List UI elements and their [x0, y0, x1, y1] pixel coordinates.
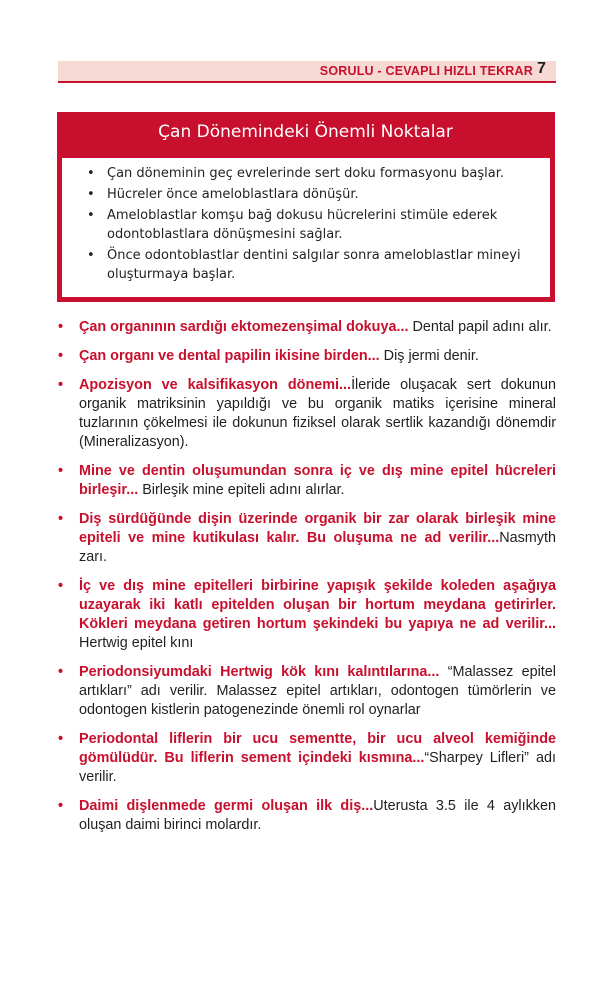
page-number: 7 [537, 60, 546, 77]
question-text: Periodonsiyumdaki Hertwig kök kını kalıntılarına... [79, 664, 440, 680]
box-list-item [87, 246, 537, 284]
bullet-icon: • [58, 348, 64, 364]
qa-item [58, 318, 556, 337]
box-item-text: Çan döneminin geç evrelerinde sert doku formasyonu başlar. [107, 166, 505, 181]
box-item-text: Önce odontoblastlar dentini salgılar sonra ameloblastlar mineyi oluşturmaya başlar. [107, 248, 521, 282]
bullet-icon: • [87, 248, 95, 263]
bullet-icon: • [58, 731, 64, 747]
qa-item [58, 376, 556, 452]
box-item-text: Ameloblastlar komşu bağ dokusu hücrelerini stimüle ederek odontoblastlara dönüşmesini sağlar. [107, 208, 498, 242]
bullet-icon: • [58, 319, 64, 335]
bullet-icon: • [87, 187, 95, 202]
box-list-item [87, 164, 537, 183]
qa-item [58, 730, 556, 787]
qa-item [58, 797, 556, 835]
box-item-text: Hücreler önce ameloblastlara dönüşür. [107, 187, 359, 202]
running-header-title: SORULU - CEVAPLI HIZLI TEKRAR [319, 64, 533, 78]
answer-text: Birleşik mine epiteli adını alırlar. [138, 482, 345, 498]
bullet-icon: • [58, 377, 64, 393]
answer-text: “Malassez epitel artıkları” adı verilir. Malassez epitel artıkları, odontogen tümörlerin ve odontogen kistlerin patogenezinde önemli rol oynarlar [79, 664, 556, 718]
qa-item [58, 510, 556, 567]
answer-text: İleride oluşacak sert dokunun organik matriksinin yapıldığı ve bu organik matiks içerisine mineral tuzlarının çökelmesi ile dokunun fiziksel olarak sertlik kazandığı dönemdir (Mineralizasyon). [79, 377, 556, 450]
box-list-item [87, 185, 537, 204]
qa-item [58, 663, 556, 720]
answer-text: Uterusta 3.5 ile 4 aylıkken oluşan daimi birinci molardır. [79, 798, 556, 833]
question-text: Daimi dişlenmede germi oluşan ilk diş... [79, 798, 374, 814]
bullet-icon: • [58, 463, 64, 479]
bullet-icon: • [87, 166, 95, 181]
question-text: Mine ve dentin oluşumundan sonra iç ve dış mine epitel hücreleri birleşir... [79, 463, 556, 498]
question-text: Periodontal liflerin bir ucu sementte, bir ucu alveol kemiğinde gömülüdür. Bu liflerin sement içindeki kısmına... [79, 731, 556, 766]
answer-text: Diş jermi denir. [379, 348, 479, 364]
bullet-icon: • [58, 578, 64, 594]
question-text: Çan organının sardığı ektomezenşimal dokuya... [79, 319, 409, 335]
bullet-icon: • [87, 208, 95, 223]
bullet-icon: • [58, 798, 64, 814]
bullet-icon: • [58, 511, 64, 527]
answer-text: “Sharpey Lifleri” adı verilir. [79, 750, 556, 785]
question-text: İç ve dış mine epitelleri birbirine yapışık şekilde koleden aşağıya uzayarak iki katlı epitelden oluşan bir hortum meydana getirirler. Kökleri meydana getiren hortum şekindeki bu yapıya ne ad verilir... [79, 578, 556, 632]
box-list-item [87, 206, 537, 244]
qa-list [58, 318, 556, 845]
question-text: Apozisyon ve kalsifikasyon dönemi... [79, 377, 352, 393]
header-rule [58, 81, 556, 83]
answer-text: Dental papil adını alır. [408, 319, 552, 335]
question-text: Çan organı ve dental papilin ikisine birden... [79, 348, 380, 364]
qa-item [58, 462, 556, 500]
qa-item [58, 347, 556, 366]
answer-text: Hertwig epitel kını [79, 635, 194, 651]
bullet-icon: • [58, 664, 64, 680]
answer-text: Nasmyth zarı. [79, 530, 556, 565]
highlight-box-title: Çan Dönemindeki Önemli Noktalar [158, 122, 453, 142]
question-text: Diş sürdüğünde dişin üzerinde organik bir zar olarak birleşik mine epiteli ve mine kutikulası kalır. Bu oluşuma ne ad verilir... [79, 511, 556, 546]
qa-item [58, 577, 556, 653]
highlight-box-list [87, 164, 537, 286]
